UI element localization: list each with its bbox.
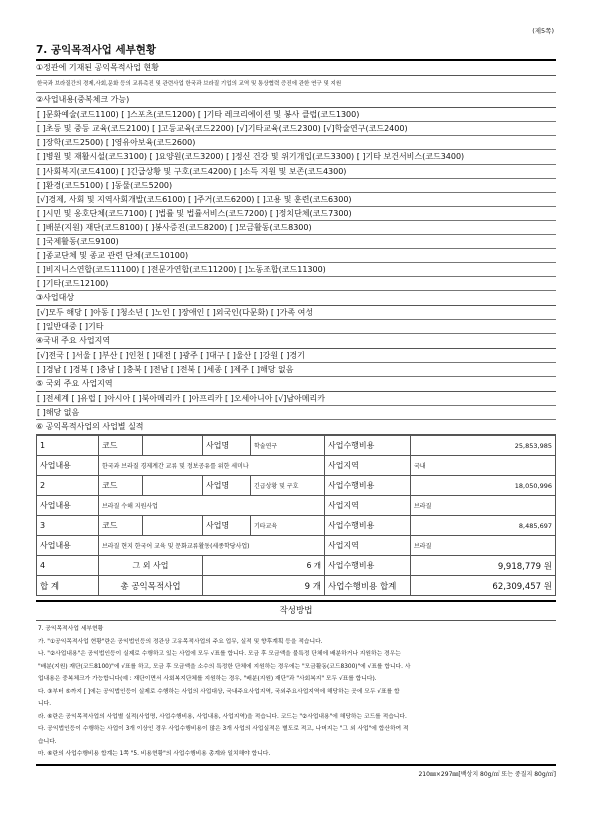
- s1-heading: ①정관에 기재된 공익목적사업 현황: [36, 61, 556, 76]
- biz-content-label: 사업내용: [37, 536, 99, 556]
- table-row: [37, 516, 556, 536]
- checklist-row[interactable]: [ ]종교단체 및 종교 관련 단체(코드10100): [36, 249, 556, 263]
- other-label: 그 외 사업: [99, 556, 203, 576]
- biz-name-label: 사업명: [203, 476, 251, 496]
- biz-region-label: 사업지역: [325, 536, 411, 556]
- total-count[interactable]: 9: [304, 581, 311, 592]
- total-sub-label: 총 공익목적사업: [99, 576, 203, 596]
- note-line: 다. ③부터 ⑤까지 [ ]에는 공익법인등이 실제로 수행하는 사업의 사업대상, 국내주요사업지역, 국외주요사업지역에 해당하는 곳에 모두 √표를 합: [38, 688, 400, 695]
- guide-notes: [36, 623, 556, 761]
- other-cost[interactable]: 9,918,779: [497, 561, 542, 572]
- s4-heading: ④국내 주요 사업지역: [36, 334, 556, 349]
- project-no: 1: [37, 436, 99, 456]
- checklist-row[interactable]: [√]전국 [ ]서울 [ ]부산 [ ]인천 [ ]대전 [ ]광주 [ ]대구 [ ]울산 [ ]강원 [ ]경기: [36, 349, 556, 363]
- biz-name-value[interactable]: 학술연구: [251, 436, 325, 456]
- checklist-row[interactable]: [√]모두 해당 [ ]아동 [ ]청소년 [ ]노인 [ ]장애인 [ ]외국인(다문화) [ ]가족 여성: [36, 306, 556, 320]
- note-line: 마. ⑥란의 사업수행비용 합계는 1쪽 "5. 비용현황"의 사업수행비용 총계와 일치해야 합니다.: [38, 751, 271, 757]
- table-row: [37, 436, 556, 456]
- checklist-row[interactable]: [ ]사회복지(코드4100) [ ]긴급상황 및 구호(코드4200) [ ]소득 지원 및 보존(코드4300): [36, 165, 556, 179]
- other-cost-cell: [411, 556, 556, 576]
- total-count-cell: [203, 576, 325, 596]
- total-cost-unit: 원: [543, 581, 552, 592]
- note-line: 7. 공익목적사업 세부현황: [38, 626, 104, 632]
- document-page: [36, 22, 556, 778]
- biz-cost-value[interactable]: 8,485,697: [411, 516, 556, 536]
- biz-region-value[interactable]: 국내: [411, 456, 556, 476]
- paper-spec-footer: 210㎜×297㎜[백상지 80g/㎡ 또는 중질지 80g/㎡]: [36, 764, 556, 778]
- note-line: 나. "②사업내용"은 공익법인등이 실제로 수행하고 있는 사업에 모두 √표를 합니다. 모금 후 모금액을 불특정 단체에 배분하거나 지원하는 경우는: [38, 651, 401, 657]
- biz-content-label: 사업내용: [37, 496, 99, 516]
- other-cost-label: 사업수행비용: [325, 556, 411, 576]
- table-row: [37, 576, 556, 596]
- note-line: "배분(지원) 재단(코드8100)"에 √표를 하고, 모금 후 모금액을 소수의 특정한 단체에 지원하는 경우에는 "모금활동(코드8300)"에 √표를 합니다. 사: [38, 663, 411, 670]
- checklist-row[interactable]: [ ]해당 없음: [36, 406, 556, 420]
- biz-content-label: 사업내용: [37, 456, 99, 476]
- s2-checklist: [36, 108, 556, 291]
- note-line: 가. "①공익목적사업 현황"란은 공익법인등의 정관상 고유목적사업의 주요 업무, 실적 및 향후계획 등을 적습니다.: [38, 638, 323, 645]
- table-row: [37, 496, 556, 516]
- biz-cost-label: 사업수행비용: [325, 476, 411, 496]
- checklist-row[interactable]: [ ]일반대중 [ ]기타: [36, 320, 556, 334]
- checklist-row[interactable]: [ ]환경(코드5100) [ ]동물(코드5200): [36, 179, 556, 193]
- biz-name-label: 사업명: [203, 516, 251, 536]
- total-cost-cell: [411, 576, 556, 596]
- biz-region-value[interactable]: 브라질: [411, 496, 556, 516]
- checklist-row[interactable]: [ ]경남 [ ]경북 [ ]충남 [ ]충북 [ ]전남 [ ]전북 [ ]세종 [ ]제주 [ ]해당 없음: [36, 363, 556, 377]
- checklist-row[interactable]: [ ]병원 및 재활시설(코드3100) [ ]요양원(코드3200) [ ]정신 건강 및 위기개입(코드3300) [ ]기타 보건서비스(코드3400): [36, 150, 556, 165]
- other-count[interactable]: 6: [306, 561, 312, 570]
- s3-heading: ③사업대상: [36, 291, 556, 306]
- checklist-row[interactable]: [ ]문화예술(코드1100) [ ]스포츠(코드1200) [ ]기타 레크리에이션 및 봉사 클럽(코드1300): [36, 108, 556, 122]
- code-label: 코드: [99, 436, 143, 456]
- biz-name-value[interactable]: 긴급상황 및 구호: [251, 476, 325, 496]
- note-line: 니다.: [38, 701, 52, 707]
- table-row: [37, 556, 556, 576]
- project-no: 2: [37, 476, 99, 496]
- biz-region-value[interactable]: 브라질: [411, 536, 556, 556]
- table-row: [37, 476, 556, 496]
- checklist-row[interactable]: [ ]초등 및 중등 교육(코드2100) [ ]고등교육(코드2200) [√]기타교육(코드2300) [√]학술연구(코드2400): [36, 122, 556, 136]
- checklist-row[interactable]: [ ]배분(지원) 재단(코드8100) [ ]봉사증진(코드8200) [ ]모금활동(코드8300): [36, 221, 556, 235]
- code-cell[interactable]: [143, 476, 203, 496]
- total-label: 합 계: [37, 576, 99, 596]
- biz-name-label: 사업명: [203, 436, 251, 456]
- code-label: 코드: [99, 476, 143, 496]
- s5-heading: ⑤ 국외 주요 사업지역: [36, 377, 556, 392]
- table-row: [37, 456, 556, 476]
- biz-content-value[interactable]: 한국과 브라질 경제계간 교류 및 정보공유를 위한 세미나: [99, 456, 325, 476]
- total-count-unit: 개: [312, 581, 321, 592]
- biz-cost-label: 사업수행비용: [325, 516, 411, 536]
- total-cost-label: 사업수행비용 합계: [325, 576, 411, 596]
- project-no: 3: [37, 516, 99, 536]
- checklist-row[interactable]: [√]경제, 사회 및 지역사회개발(코드6100) [ ]주거(코드6200) [ ]고용 및 훈련(코드6300): [36, 193, 556, 207]
- project-results-table: [36, 435, 556, 596]
- biz-region-label: 사업지역: [325, 456, 411, 476]
- biz-cost-value[interactable]: 18,050,996: [411, 476, 556, 496]
- checklist-row[interactable]: [ ]국제활동(코드9100): [36, 235, 556, 249]
- note-line: 라. ⑥란은 공익목적사업의 사업별 실적(사업명, 사업수행비용, 사업내용, 사업지역)을 적습니다. 코드는 "②사업내용"에 해당하는 코드를 적습니다.: [38, 713, 407, 720]
- biz-cost-value[interactable]: 25,853,985: [411, 436, 556, 456]
- other-count-cell: [203, 556, 325, 576]
- note-line: 습니다.: [38, 738, 57, 745]
- s2-heading: ②사업내용(중복체크 가능): [36, 93, 556, 108]
- checklist-row[interactable]: [ ]기타(코드12100): [36, 277, 556, 291]
- note-line: 다. 공익법인등이 수행하는 사업이 3개 이상인 경우 사업수행비용이 많은 3개 사업의 사업실적은 별도로 적고, 나머지는 "그 외 사업"에 합산하여 적: [38, 726, 409, 732]
- section-title: 7. 공익목적사업 세부현황: [36, 42, 556, 61]
- code-cell[interactable]: [143, 516, 203, 536]
- table-row: [37, 536, 556, 556]
- other-no: 4: [37, 556, 99, 576]
- code-label: 코드: [99, 516, 143, 536]
- biz-content-value[interactable]: 브라질 현지 한국어 교육 및 문화교류활동(세종학당사업): [99, 536, 325, 556]
- s6-heading: ⑥ 공익목적사업의 사업별 실적: [36, 420, 556, 435]
- checklist-row[interactable]: [ ]시민 및 옹호단체(코드7100) [ ]법률 및 법률서비스(코드7200) [ ]정치단체(코드7300): [36, 207, 556, 221]
- other-cost-unit: 원: [543, 561, 552, 572]
- code-cell[interactable]: [143, 436, 203, 456]
- guide-title: 작성방법: [36, 600, 556, 621]
- other-count-unit: 개: [313, 561, 321, 570]
- biz-region-label: 사업지역: [325, 496, 411, 516]
- checklist-row[interactable]: [ ]장학(코드2500) [ ]영유아보육(코드2600): [36, 136, 556, 150]
- biz-name-value[interactable]: 기타교육: [251, 516, 325, 536]
- biz-content-value[interactable]: 브라질 수해 지원사업: [99, 496, 325, 516]
- s1-text: 한국과 브라질간의 경제,사회,문화 등의 교류촉진 및 관련사업 한국과 브라질 기업의 교역 및 통상협력 증진에 관한 연구 및 지원: [36, 76, 556, 93]
- checklist-row[interactable]: [ ]비지니스연합(코드11100) [ ]전문가연합(코드11200) [ ]노동조합(코드11300): [36, 263, 556, 277]
- note-line: 업내용은 중복체크가 가능합니다(예 : 재단이면서 사회복지단체를 지원하는 경우, "배분(지원) 재단"과 "사회복지" 모두 √표를 합니다).: [38, 676, 377, 682]
- checklist-row[interactable]: [ ]전세계 [ ]유럽 [ ]아시아 [ ]북아메리카 [ ]아프리카 [ ]오세아니아 [√]남아메리카: [36, 392, 556, 406]
- biz-cost-label: 사업수행비용: [325, 436, 411, 456]
- total-cost[interactable]: 62,309,457: [492, 581, 542, 592]
- form-number: (제5쪽): [532, 27, 554, 35]
